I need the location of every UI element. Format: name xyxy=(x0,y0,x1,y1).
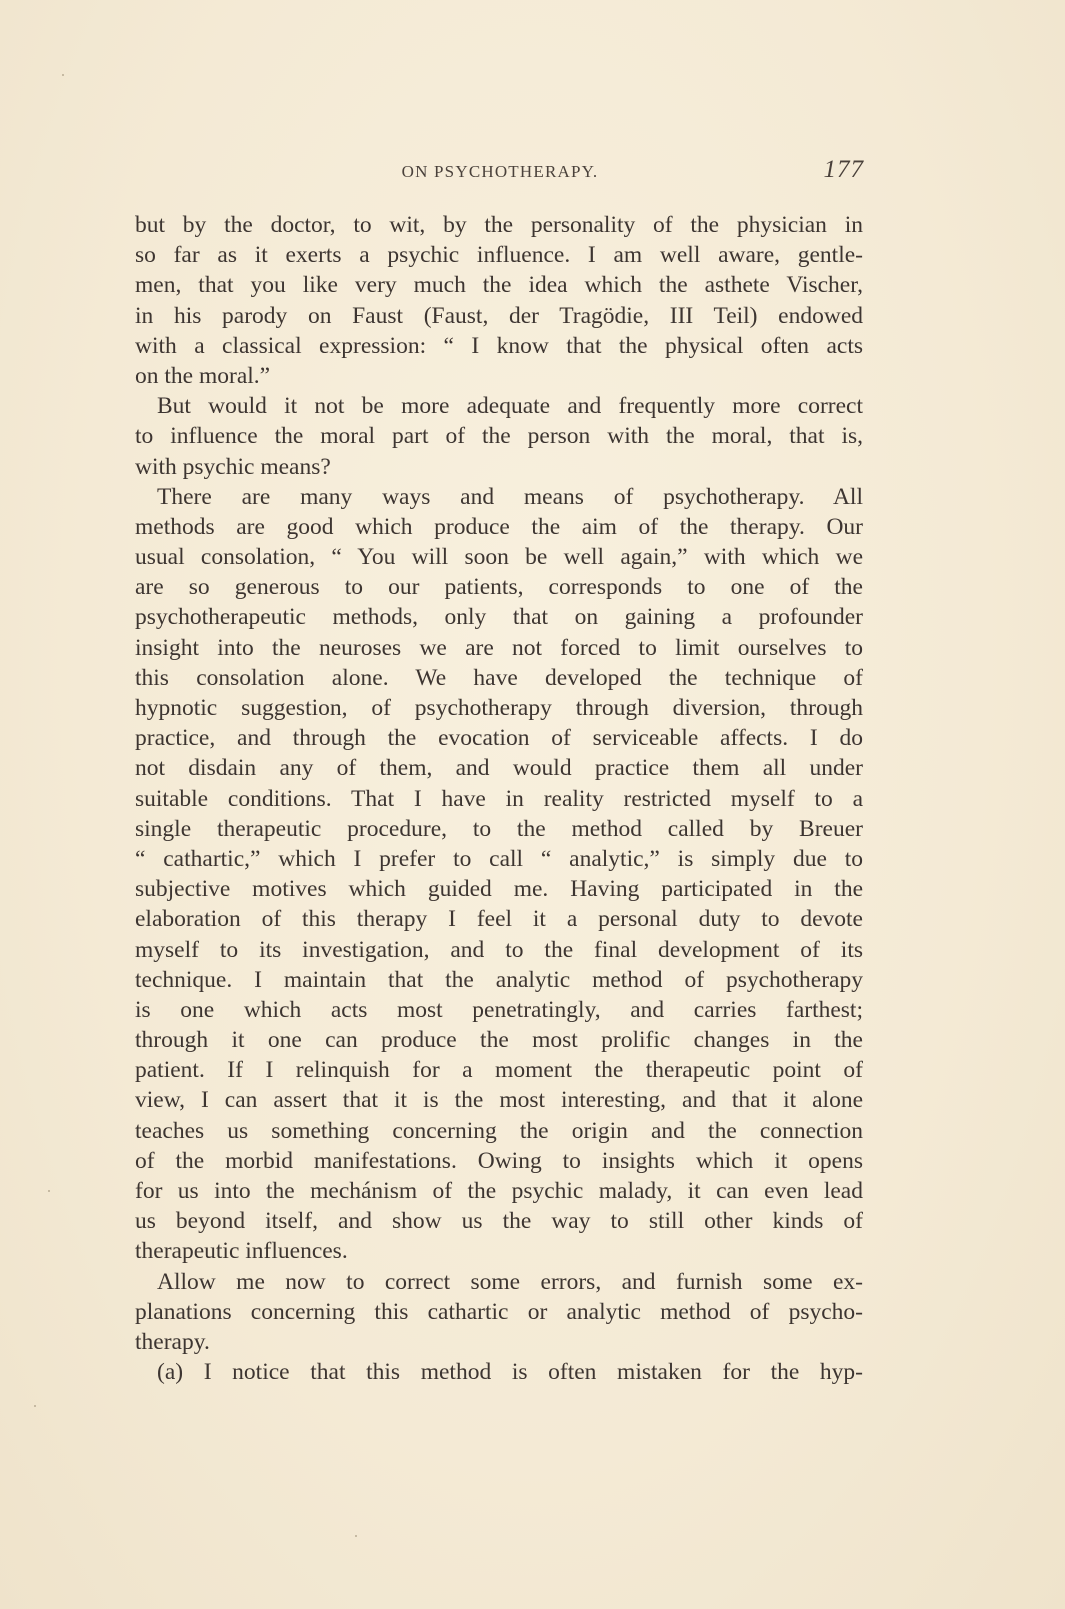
text-line: practice, and through the evocation of serviceable affects. I do xyxy=(135,725,863,752)
text-line: to influence the moral part of the person with the moral, that is, xyxy=(135,423,863,450)
text-line: view, I can assert that it is the most interesting, and that it alone xyxy=(135,1087,863,1114)
text-line: teaches us something concerning the origin and the connection xyxy=(135,1117,863,1144)
page-number: 177 xyxy=(823,156,864,183)
text-line: so far as it exerts a psychic influence. I am well aware, gentle- xyxy=(135,242,863,269)
paper-speck xyxy=(34,1405,36,1407)
text-line: on the moral.” xyxy=(135,362,271,389)
text-line: of the morbid manifestations. Owing to insights which it opens xyxy=(135,1147,863,1174)
text-line: therapy. xyxy=(135,1328,210,1355)
text-line: usual consolation, “ You will soon be well again,” with which we xyxy=(135,544,863,571)
text-line: this consolation alone. We have developed the technique of xyxy=(135,664,863,691)
body-text xyxy=(135,210,863,1387)
text-line: are so generous to our patients, corresponds to one of the xyxy=(135,574,863,601)
text-line: planations concerning this cathartic or analytic method of psycho- xyxy=(135,1298,863,1325)
text-line: (a) I notice that this method is often mistaken for the hyp- xyxy=(157,1359,863,1386)
text-line: technique. I maintain that the analytic method of psychotherapy xyxy=(135,966,863,993)
text-line: single therapeutic procedure, to the method called by Breuer xyxy=(135,815,863,842)
text-line: myself to its investigation, and to the final development of its xyxy=(135,936,863,963)
text-line: in his parody on Faust (Faust, der Tragödie, III Teil) endowed xyxy=(135,302,863,329)
running-title: ON PSYCHOTHERAPY. xyxy=(401,162,599,181)
text-line: therapeutic influences. xyxy=(135,1238,348,1265)
running-head xyxy=(136,156,864,186)
text-line: psychotherapeutic methods, only that on gaining a profounder xyxy=(135,604,863,631)
text-line: with a classical expression: “ I know that the physical often acts xyxy=(135,332,863,359)
text-line: suitable conditions. That I have in reality restricted myself to a xyxy=(135,785,863,812)
text-line: patient. If I relinquish for a moment the therapeutic point of xyxy=(135,1057,863,1084)
text-line: with psychic means? xyxy=(135,453,331,480)
text-line: elaboration of this therapy I feel it a personal duty to devote xyxy=(135,906,863,933)
text-line: through it one can produce the most prolific changes in the xyxy=(135,1027,863,1054)
text-line: not disdain any of them, and would practice them all under xyxy=(135,755,863,782)
text-line: but by the doctor, to wit, by the personality of the physician in xyxy=(135,212,863,238)
text-line: methods are good which produce the aim of the therapy. Our xyxy=(135,513,863,540)
text-line: men, that you like very much the idea which the asthete Vischer, xyxy=(135,272,863,299)
text-line: Allow me now to correct some errors, and furnish some ex- xyxy=(157,1268,863,1295)
paper-speck xyxy=(355,1535,357,1537)
text-line: for us into the mechánism of the psychic malady, it can even lead xyxy=(135,1178,863,1204)
text-line: subjective motives which guided me. Having participated in the xyxy=(135,876,863,903)
text-line: But would it not be more adequate and frequently more correct xyxy=(157,393,863,420)
paper-speck xyxy=(62,74,64,76)
paper-speck xyxy=(48,1190,50,1192)
text-line: us beyond itself, and show us the way to still other kinds of xyxy=(135,1208,863,1235)
text-line: There are many ways and means of psychotherapy. All xyxy=(157,483,863,510)
text-line: hypnotic suggestion, of psychotherapy through diversion, through xyxy=(135,695,863,721)
text-line: “ cathartic,” which I prefer to call “ analytic,” is simply due to xyxy=(135,845,863,872)
text-line: insight into the neuroses we are not forced to limit ourselves to xyxy=(135,634,863,661)
text-line: is one which acts most penetratingly, and carries farthest; xyxy=(135,996,863,1023)
